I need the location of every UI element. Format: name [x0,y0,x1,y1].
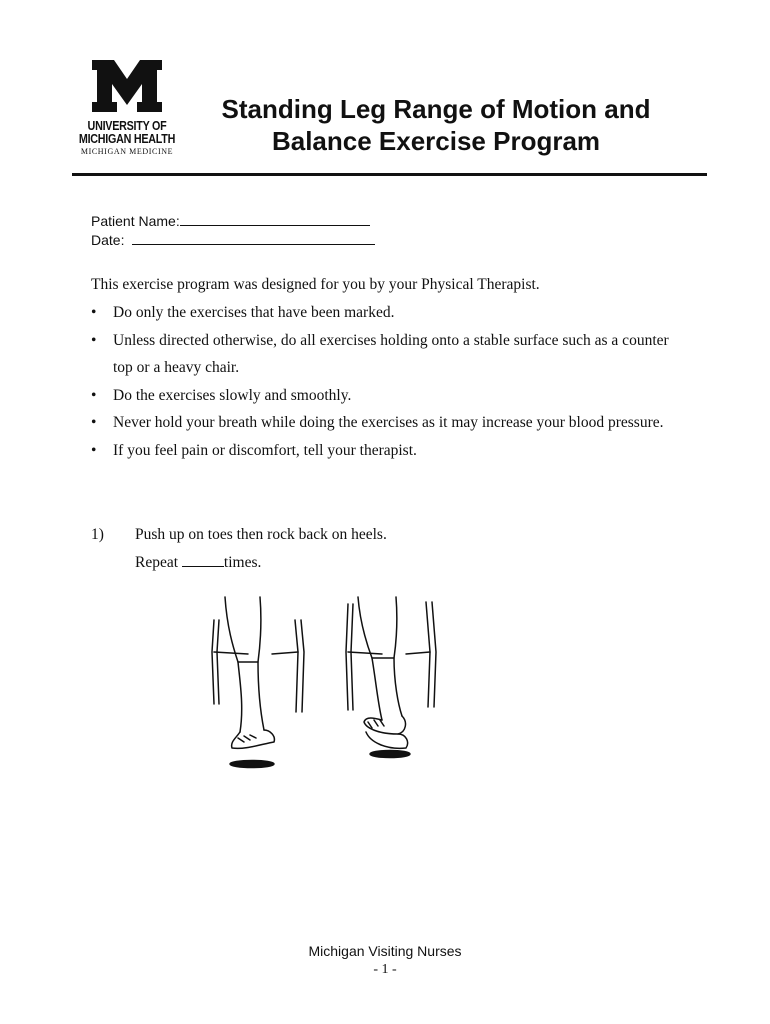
list-item [91,437,691,465]
title-line-2: Balance Exercise Program [271,126,601,156]
list-item [91,409,691,437]
exercise-illustration [200,592,450,772]
exercise-instruction-text: Push up on toes then rock back on heels. [135,526,387,543]
list-item-text: If you feel pain or discomfort, tell your therapist. [113,441,417,459]
date-label: Date: [91,232,125,248]
repeat-label: Repeat [135,553,179,571]
chair-toe-raise-icon [346,597,436,758]
date-field [91,230,375,249]
list-item [91,382,691,410]
patient-name-label: Patient Name: [91,213,180,229]
instruction-list [91,299,691,465]
exercise-number: 1) [91,526,104,543]
title-line-1: Standing Leg Range of Motion and [221,94,651,124]
list-item-text: Never hold your breath while doing the exercises as it may increase your blood pressure. [113,414,664,432]
list-item-text: Do only the exercises that have been marked. [113,304,395,321]
bullet-icon: • [91,304,97,321]
page-number: - 1 - [373,962,397,977]
page-title [196,93,676,157]
logo-text-health: MICHIGAN HEALTH [78,132,176,146]
date-blank[interactable] [132,230,375,245]
bullet-icon: • [91,441,97,459]
exercise-instructions [135,521,387,576]
repeat-count-blank[interactable] [182,552,224,567]
bullet-icon: • [91,386,97,404]
exercise-repeat-line [135,549,387,577]
chair-heel-raise-icon [212,597,304,768]
footer-organization: Michigan Visiting Nurses [308,943,462,959]
intro-text: This exercise program was designed for you by your Physical Therapist. [91,276,540,293]
logo-text-medicine: MICHIGAN MEDICINE [80,147,174,156]
list-item-text: Do the exercises slowly and smoothly. [113,386,352,404]
patient-name-blank[interactable] [180,211,370,226]
patient-name-field [91,211,370,230]
logo-text-university: UNIVERSITY OF [87,119,167,133]
university-logo [68,60,186,160]
bullet-icon: • [91,331,97,349]
times-label: times. [223,553,262,571]
list-item [91,327,691,382]
list-item [91,299,691,327]
list-item-text: Unless directed otherwise, do all exercises holding onto a stable surface such as a counter top or a heavy chair. [113,331,669,377]
block-m-icon [92,60,162,112]
bullet-icon: • [91,414,97,432]
header-divider [72,173,707,176]
